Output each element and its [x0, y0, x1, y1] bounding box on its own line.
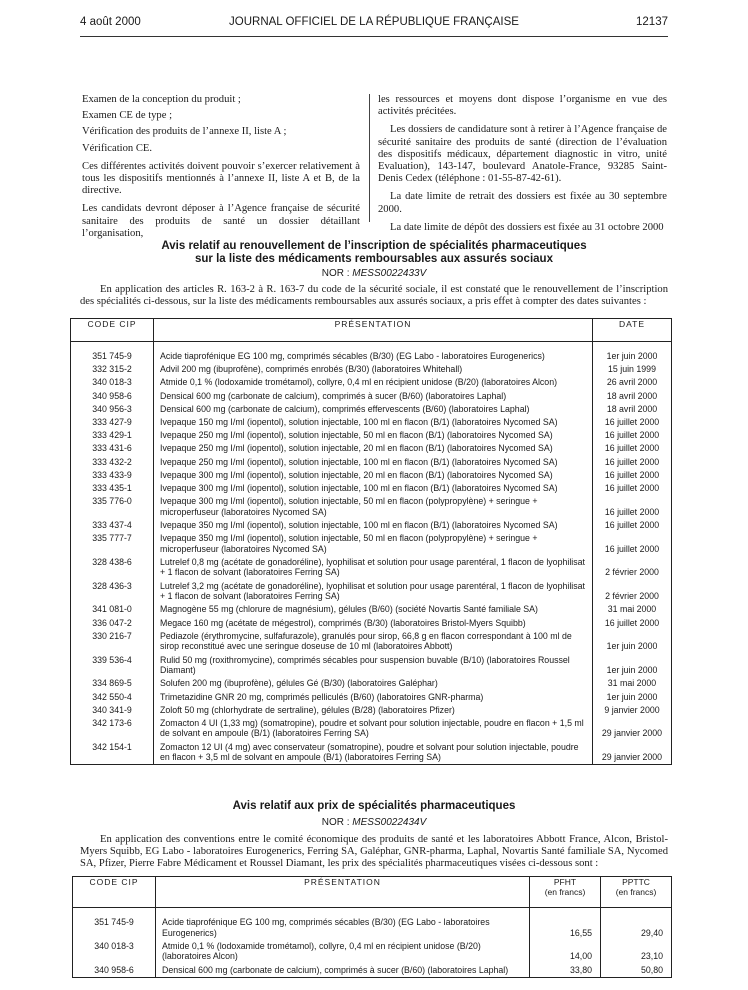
cip-code: 333 427-9 [71, 416, 154, 429]
cip-code: 333 431-6 [71, 442, 154, 455]
table-header [71, 319, 672, 342]
cip-code: 340 958-6 [71, 390, 154, 403]
cip-code: 333 435-1 [71, 482, 154, 495]
paragraph: Les candidats devront déposer à l’Agence française de sécurité sanitaire des produits de santé un dossier détaillant l’organisation, [82, 203, 360, 239]
table-row [71, 519, 672, 532]
paragraph: Vérification des produits de l’annexe II, liste A ; [82, 126, 287, 138]
table-row [71, 442, 672, 455]
renewal-date: 1er juin 2000 [593, 630, 672, 654]
cip-code: 330 216-7 [71, 630, 154, 654]
table-row [71, 363, 672, 376]
paragraph: La date limite de retrait des dossiers est fixée au 30 septembre 2000. [378, 191, 667, 215]
cip-code: 328 436-3 [71, 580, 154, 604]
presentation-text: Ivepaque 250 mg I/ml (iopentol), solution injectable, 20 ml en flacon (B/1) (laboratoires Nycomed SA) [154, 442, 593, 455]
col-presentation-header: PRÉSENTATION [156, 877, 530, 908]
presentation-text: Pediazole (érythromycine, sulfafurazole), granulés pour sirop, 66,8 g en flacon correspondant à 100 ml de sirop reconstitué avec une seringue doseuse de 10 ml (laboratoires Abbott) [154, 630, 593, 654]
table-row [71, 429, 672, 442]
price-table-body [73, 908, 672, 978]
renewal-table-body [71, 342, 672, 765]
ppttc-price: 23,10 [601, 940, 672, 964]
journal-title: JOURNAL OFFICIEL DE LA RÉPUBLIQUE FRANÇAISE [229, 16, 519, 28]
cip-code: 340 018-3 [71, 376, 154, 389]
renewal-date: 15 juin 1999 [593, 363, 672, 376]
renewal-date: 1er juin 2000 [593, 350, 672, 363]
paragraph: Examen de la conception du produit ; [82, 94, 241, 105]
presentation-text: Lutrelef 3,2 mg (acétate de gonadoréline), lyophilisat et solution pour usage parentéral, 1 flacon de lyophilisat + 1 flacon de solvant (laboratoires Ferring SA) [154, 580, 593, 604]
notice2-intro: En application des conventions entre le comité économique des produits de santé et les laboratoires Abbott France, Alcon, Bristol-Myers Squibb, EG Labo - laboratoires Eurogenerics, Ferring SA, Galéphar, GNR-pharma, Laphal, Novartis Santé familiale SA, Nycomed SA, Pfizer, Pierre Fabre Médicament et Roussel Diamant, les prix des spécialités pharmaceutiques visées ci-dessous sont : [80, 834, 668, 870]
price-table [72, 876, 672, 978]
cip-code: 339 536-4 [71, 654, 154, 678]
renewal-date: 16 juillet 2000 [593, 456, 672, 469]
cip-code: 333 433-9 [71, 469, 154, 482]
presentation-text: Lutrelef 0,8 mg (acétate de gonadoréline), lyophilisat et solution pour usage parentéral, 1 flacon de lyophilisat + 1 flacon de solvant (laboratoires Ferring SA) [154, 556, 593, 580]
presentation-text: Zoloft 50 mg (chlorhydrate de sertraline), gélules (B/28) (laboratoires Pfizer) [154, 704, 593, 717]
renewal-date: 26 avril 2000 [593, 376, 672, 389]
renewal-date: 9 janvier 2000 [593, 704, 672, 717]
cip-code: 342 550-4 [71, 691, 154, 704]
table-row [71, 416, 672, 429]
cip-code: 332 315-2 [71, 363, 154, 376]
presentation-text: Magnogène 55 mg (chlorure de magnésium), gélules (B/60) (société Novartis Santé familiale SA) [154, 603, 593, 616]
presentation-text: Densical 600 mg (carbonate de calcium), comprimés à sucer (B/60) (laboratoires Laphal) [156, 964, 530, 978]
presentation-text: Ivepaque 300 mg I/ml (iopentol), solution injectable, 20 ml en flacon (B/1) (laboratoires Nycomed SA) [154, 469, 593, 482]
nor-label: NOR : [321, 268, 350, 279]
cip-code: 341 081-0 [71, 603, 154, 616]
renewal-date: 29 janvier 2000 [593, 741, 672, 765]
table-row [71, 654, 672, 678]
renewal-date: 29 janvier 2000 [593, 717, 672, 741]
table-row [71, 532, 672, 556]
table-row [71, 390, 672, 403]
presentation-text: Megace 160 mg (acétate de mégestrol), comprimés (B/30) (laboratoires Bristol-Myers Squibb) [154, 617, 593, 630]
presentation-text: Densical 600 mg (carbonate de calcium), comprimés à sucer (B/60) (laboratoires Laphal) [154, 390, 593, 403]
cip-code: 333 432-2 [71, 456, 154, 469]
paragraph: Ces différentes activités doivent pouvoir s’exercer relativement à tous les dispositifs mentionnés à l’annexe II, liste A et B, de la directive. [82, 160, 360, 197]
presentation-text: Atmide 0,1 % (lodoxamide trométamol), collyre, 0,4 ml en récipient unidose (B/20) (laboratoires Alcon) [154, 376, 593, 389]
paragraph: Vérification CE. [82, 142, 153, 154]
table-row [71, 617, 672, 630]
paragraph: La date limite de dépôt des dossiers est fixée au 31 octobre 2000 [390, 221, 664, 233]
pfht-label: PFHT [553, 877, 577, 887]
table-row [71, 603, 672, 616]
presentation-text: Zomacton 4 UI (1,33 mg) (somatropine), poudre et solvant pour solution injectable, poudre en flacon + 1,5 ml de solvant en ampoule (B/1) (laboratoires Ferring SA) [154, 717, 593, 741]
renewal-date: 1er juin 2000 [593, 691, 672, 704]
table-row [71, 704, 672, 717]
ppttc-label: PPTTC [622, 877, 650, 887]
paragraph: les ressources et moyens dont dispose l’organisme en vue des activités précitées. [378, 94, 667, 118]
paragraph: Les dossiers de candidature sont à retirer à l’Agence française de sécurité sanitaire des produits de santé (direction de l’évaluation des dispositifs médicaux, département diagnostic in vitro, unité Evaluation), 143-147, boulevard Anatole-France, 93285 Saint-Denis Cedex (téléphone : 01-55-87-42-61). [378, 124, 667, 185]
table-row [71, 556, 672, 580]
presentation-text: Zomacton 12 UI (4 mg) avec conservateur (somatropine), poudre et solvant pour solution injectable, poudre en flacon + 3,5 ml de solvant en ampoule (B/1) (laboratoires Ferring SA) [154, 741, 593, 765]
col-pfht-header [530, 877, 601, 908]
pfht-unit: (en francs) [544, 887, 586, 897]
renewal-date: 31 mai 2000 [593, 677, 672, 690]
pfht-price: 14,00 [530, 940, 601, 964]
page-header [80, 16, 668, 32]
cip-code: 342 154-1 [71, 741, 154, 765]
paragraph: Examen CE de type ; [82, 110, 173, 122]
issue-date: 4 août 2000 [80, 16, 141, 28]
table-row [71, 630, 672, 654]
presentation-text: Acide tiaprofénique EG 100 mg, comprimés sécables (B/30) (EG Labo - laboratoires Eurogenerics) [154, 350, 593, 363]
renewal-date: 31 mai 2000 [593, 603, 672, 616]
col-ppttc-header [601, 877, 672, 908]
cip-code: 328 438-6 [71, 556, 154, 580]
notice1-title [80, 240, 668, 266]
table-row [71, 469, 672, 482]
pfht-price: 33,80 [530, 964, 601, 978]
table-row [73, 940, 672, 964]
presentation-text: Advil 200 mg (ibuprofène), comprimés enrobés (B/30) (laboratoires Whitehall) [154, 363, 593, 376]
renewal-date: 16 juillet 2000 [593, 429, 672, 442]
cip-code: 336 047-2 [71, 617, 154, 630]
table-row [71, 677, 672, 690]
nor-code: MESS0022434V [352, 817, 427, 828]
presentation-text: Solufen 200 mg (ibuprofène), gélules Gé (B/30) (laboratoires Galéphar) [154, 677, 593, 690]
table-row [71, 691, 672, 704]
col-code-header: CODE CIP [73, 877, 156, 908]
notice2-nor [80, 817, 668, 828]
ppttc-price: 50,80 [601, 964, 672, 978]
notice1-title-line1: Avis relatif au renouvellement de l’inscription de spécialités pharmaceutiques [161, 240, 587, 252]
presentation-text: Ivepaque 350 mg I/ml (iopentol), solution injectable, 50 ml en flacon (polypropylène) + seringue + microperfuseur (laboratoires Nycomed SA) [154, 532, 593, 556]
ppttc-price: 29,40 [601, 916, 672, 940]
col-date-header: DATE [593, 319, 672, 342]
table-row [71, 580, 672, 604]
cip-code: 333 429-1 [71, 429, 154, 442]
notice1-intro: En application des articles R. 163-2 à R. 163-7 du code de la sécurité sociale, il est constaté que le renouvellement de l’inscription des spécialités ci-dessous, sur la liste des médicaments remboursables aux assurés sociaux, a pris effet à compter des dates suivantes : [80, 284, 668, 308]
presentation-text: Ivepaque 300 mg I/ml (iopentol), solution injectable, 50 ml en flacon (polypropylène) + seringue + microperfuseur (laboratoires Nycomed SA) [154, 495, 593, 519]
cip-code: 340 958-6 [73, 964, 156, 978]
table-row [71, 456, 672, 469]
presentation-text: Ivepaque 350 mg I/ml (iopentol), solution injectable, 100 ml en flacon (B/1) (laboratoires Nycomed SA) [154, 519, 593, 532]
table-row [71, 376, 672, 389]
renewal-date: 1er juin 2000 [593, 654, 672, 678]
renewal-date: 16 juillet 2000 [593, 617, 672, 630]
renewal-date: 16 juillet 2000 [593, 442, 672, 455]
notice1-nor [80, 268, 668, 279]
renewal-date: 16 juillet 2000 [593, 416, 672, 429]
pfht-price: 16,55 [530, 916, 601, 940]
table-row [73, 964, 672, 978]
nor-label: NOR : [321, 817, 350, 828]
renewal-date: 2 février 2000 [593, 556, 672, 580]
presentation-text: Ivepaque 250 mg I/ml (iopentol), solution injectable, 100 ml en flacon (B/1) (laboratoires Nycomed SA) [154, 456, 593, 469]
ppttc-unit: (en francs) [615, 887, 657, 897]
cip-code: 340 956-3 [71, 403, 154, 416]
header-rule [80, 36, 668, 37]
cip-code: 351 745-9 [73, 916, 156, 940]
cip-code: 340 018-3 [73, 940, 156, 964]
presentation-text: Atmide 0,1 % (lodoxamide trométamol), collyre, 0,4 ml en récipient unidose (B/20) (laboratoires Alcon) [156, 940, 530, 964]
table-row [71, 482, 672, 495]
table-header [73, 877, 672, 908]
cip-code: 334 869-5 [71, 677, 154, 690]
table-row [71, 495, 672, 519]
table-row [71, 741, 672, 765]
presentation-text: Acide tiaprofénique EG 100 mg, comprimés sécables (B/30) (EG Labo - laboratoires Eurogenerics) [156, 916, 530, 940]
presentation-text: Ivepaque 300 mg I/ml (iopentol), solution injectable, 100 ml en flacon (B/1) (laboratoires Nycomed SA) [154, 482, 593, 495]
table-row [71, 717, 672, 741]
renewal-date: 16 juillet 2000 [593, 519, 672, 532]
cip-code: 342 173-6 [71, 717, 154, 741]
right-column [378, 94, 667, 240]
notice1-title-line2: sur la liste des médicaments remboursables aux assurés sociaux [195, 253, 553, 265]
renewal-date: 16 juillet 2000 [593, 482, 672, 495]
renewal-date: 2 février 2000 [593, 580, 672, 604]
table-row [71, 350, 672, 363]
presentation-text: Ivepaque 150 mg I/ml (iopentol), solution injectable, 100 ml en flacon (B/1) (laboratoires Nycomed SA) [154, 416, 593, 429]
cip-code: 351 745-9 [71, 350, 154, 363]
page-number: 12137 [636, 16, 668, 28]
column-divider [369, 94, 370, 222]
left-column [82, 94, 360, 246]
presentation-text: Ivepaque 250 mg I/ml (iopentol), solution injectable, 50 ml en flacon (B/1) (laboratoires Nycomed SA) [154, 429, 593, 442]
renewal-date: 16 juillet 2000 [593, 469, 672, 482]
renewal-table [70, 318, 672, 765]
renewal-date: 18 avril 2000 [593, 403, 672, 416]
notice2-title: Avis relatif aux prix de spécialités pharmaceutiques [232, 800, 516, 812]
presentation-text: Trimetazidine GNR 20 mg, comprimés pelliculés (B/60) (laboratoires GNR-pharma) [154, 691, 593, 704]
table-row [71, 403, 672, 416]
table-row [73, 916, 672, 940]
renewal-date: 16 juillet 2000 [593, 532, 672, 556]
cip-code: 335 777-7 [71, 532, 154, 556]
col-code-header: CODE CIP [71, 319, 154, 342]
renewal-date: 18 avril 2000 [593, 390, 672, 403]
cip-code: 333 437-4 [71, 519, 154, 532]
nor-code: MESS0022433V [352, 268, 427, 279]
renewal-date: 16 juillet 2000 [593, 495, 672, 519]
presentation-text: Densical 600 mg (carbonate de calcium), comprimés effervescents (B/60) (laboratoires Laphal) [154, 403, 593, 416]
presentation-text: Rulid 50 mg (roxithromycine), comprimés sécables pour suspension buvable (B/10) (laboratoires Roussel Diamant) [154, 654, 593, 678]
col-presentation-header: PRÉSENTATION [154, 319, 593, 342]
cip-code: 335 776-0 [71, 495, 154, 519]
cip-code: 340 341-9 [71, 704, 154, 717]
